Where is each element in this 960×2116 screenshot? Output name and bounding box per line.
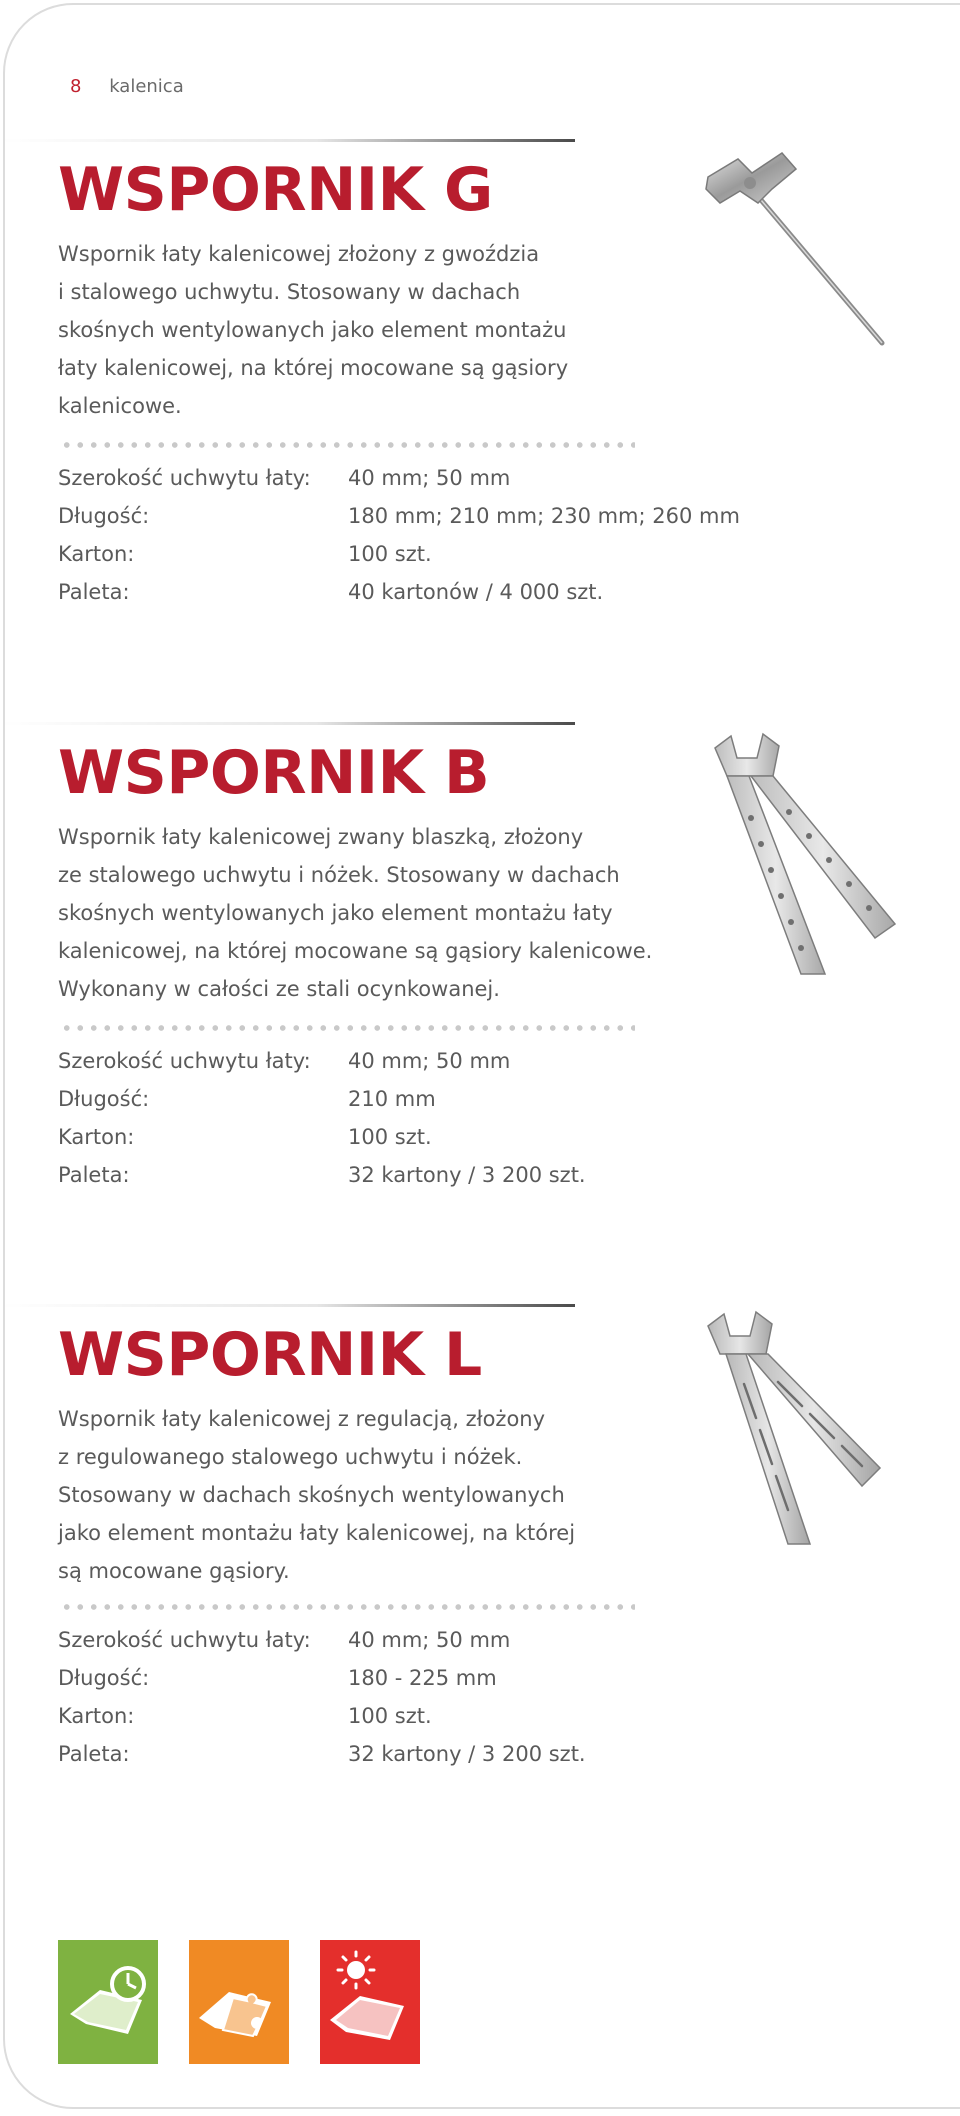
description-line: i stalowego uchwytu. Stosowany w dachach (58, 280, 521, 304)
spec-row (58, 1621, 586, 1659)
description-line: Wykonany w całości ze stali ocynkowanej. (58, 977, 500, 1001)
roof-puzzle-icon (189, 1940, 289, 2064)
description-line: skośnych wentylowanych jako element montażu łaty (58, 901, 613, 925)
nail-bracket-image (700, 147, 890, 347)
page-header (70, 76, 184, 97)
spec-label: Paleta: (58, 1742, 130, 1766)
description-line: Stosowany w dachach skośnych wentylowanych (58, 1483, 565, 1507)
spec-row (58, 497, 740, 535)
description-line: są mocowane gąsiory. (58, 1559, 290, 1583)
spec-value: 40 mm; 50 mm (348, 1628, 511, 1652)
spec-value: 210 mm (348, 1087, 436, 1111)
spec-label: Paleta: (58, 580, 130, 604)
spec-value: 40 mm; 50 mm (348, 466, 511, 490)
page-number: 8 (70, 76, 82, 97)
spec-row (58, 1659, 586, 1697)
spec-label: Paleta: (58, 1163, 130, 1187)
product-section-g (0, 139, 960, 699)
description-line: ze stalowego uchwytu i nóżek. Stosowany w dachach (58, 863, 620, 887)
spec-list (58, 459, 740, 611)
roof-clock-icon (58, 1940, 158, 2064)
product-description (58, 1400, 638, 1590)
spec-label: Szerokość uchwytu łaty: (58, 466, 311, 490)
description-line: łaty kalenicowej, na której mocowane są gąsiory (58, 356, 569, 380)
spec-list (58, 1621, 586, 1773)
spec-row (58, 573, 740, 611)
description-line: skośnych wentylowanych jako element montażu (58, 318, 567, 342)
spec-label: Szerokość uchwytu łaty: (58, 1628, 311, 1652)
dotted-separator (60, 1025, 635, 1031)
product-title: WSPORNIK L (58, 1320, 482, 1390)
spec-value: 40 mm; 50 mm (348, 1049, 511, 1073)
section-label: kalenica (109, 76, 184, 97)
product-title: WSPORNIK G (58, 155, 493, 225)
section-divider (0, 1304, 575, 1307)
spec-value: 100 szt. (348, 542, 432, 566)
dotted-separator (60, 442, 635, 448)
description-line: z regulowanego stalowego uchwytu i nóżek. (58, 1445, 523, 1469)
spec-value: 100 szt. (348, 1125, 432, 1149)
spec-label: Karton: (58, 1704, 135, 1728)
description-line: Wspornik łaty kalenicowej z regulacją, złożony (58, 1407, 546, 1431)
description-line: jako element montażu łaty kalenicowej, na której (58, 1521, 576, 1545)
spec-label: Długość: (58, 1666, 150, 1690)
description-line: Wspornik łaty kalenicowej złożony z gwoździa (58, 242, 540, 266)
spec-value: 180 - 225 mm (348, 1666, 497, 1690)
plate-bracket-image (705, 728, 905, 978)
spec-value: 100 szt. (348, 1704, 432, 1728)
spec-row (58, 1080, 586, 1118)
spec-list (58, 1042, 586, 1194)
spec-row (58, 1118, 586, 1156)
spec-value: 40 kartonów / 4 000 szt. (348, 580, 604, 604)
product-description (58, 818, 653, 1008)
product-section-l (0, 1304, 960, 1864)
description-line: kalenicowe. (58, 394, 182, 418)
spec-label: Karton: (58, 542, 135, 566)
description-line: Wspornik łaty kalenicowej zwany blaszką, złożony (58, 825, 584, 849)
section-divider (0, 139, 575, 142)
spec-label: Szerokość uchwytu łaty: (58, 1049, 311, 1073)
spec-value: 32 kartony / 3 200 szt. (348, 1163, 586, 1187)
product-section-b (0, 722, 960, 1282)
spec-row (58, 459, 740, 497)
spec-label: Karton: (58, 1125, 135, 1149)
roof-sun-icon (320, 1940, 420, 2064)
spec-row (58, 1697, 586, 1735)
spec-value: 180 mm; 210 mm; 230 mm; 260 mm (348, 504, 740, 528)
feature-icons (58, 1940, 420, 2064)
spec-label: Długość: (58, 504, 150, 528)
spec-value: 32 kartony / 3 200 szt. (348, 1742, 586, 1766)
spec-row (58, 1042, 586, 1080)
description-line: kalenicowej, na której mocowane są gąsiory kalenicowe. (58, 939, 653, 963)
product-title: WSPORNIK B (58, 738, 490, 808)
product-description (58, 235, 638, 425)
dotted-separator (60, 1604, 635, 1610)
section-divider (0, 722, 575, 725)
adjustable-bracket-image (700, 1308, 890, 1548)
spec-label: Długość: (58, 1087, 150, 1111)
spec-row (58, 1156, 586, 1194)
spec-row (58, 535, 740, 573)
spec-row (58, 1735, 586, 1773)
